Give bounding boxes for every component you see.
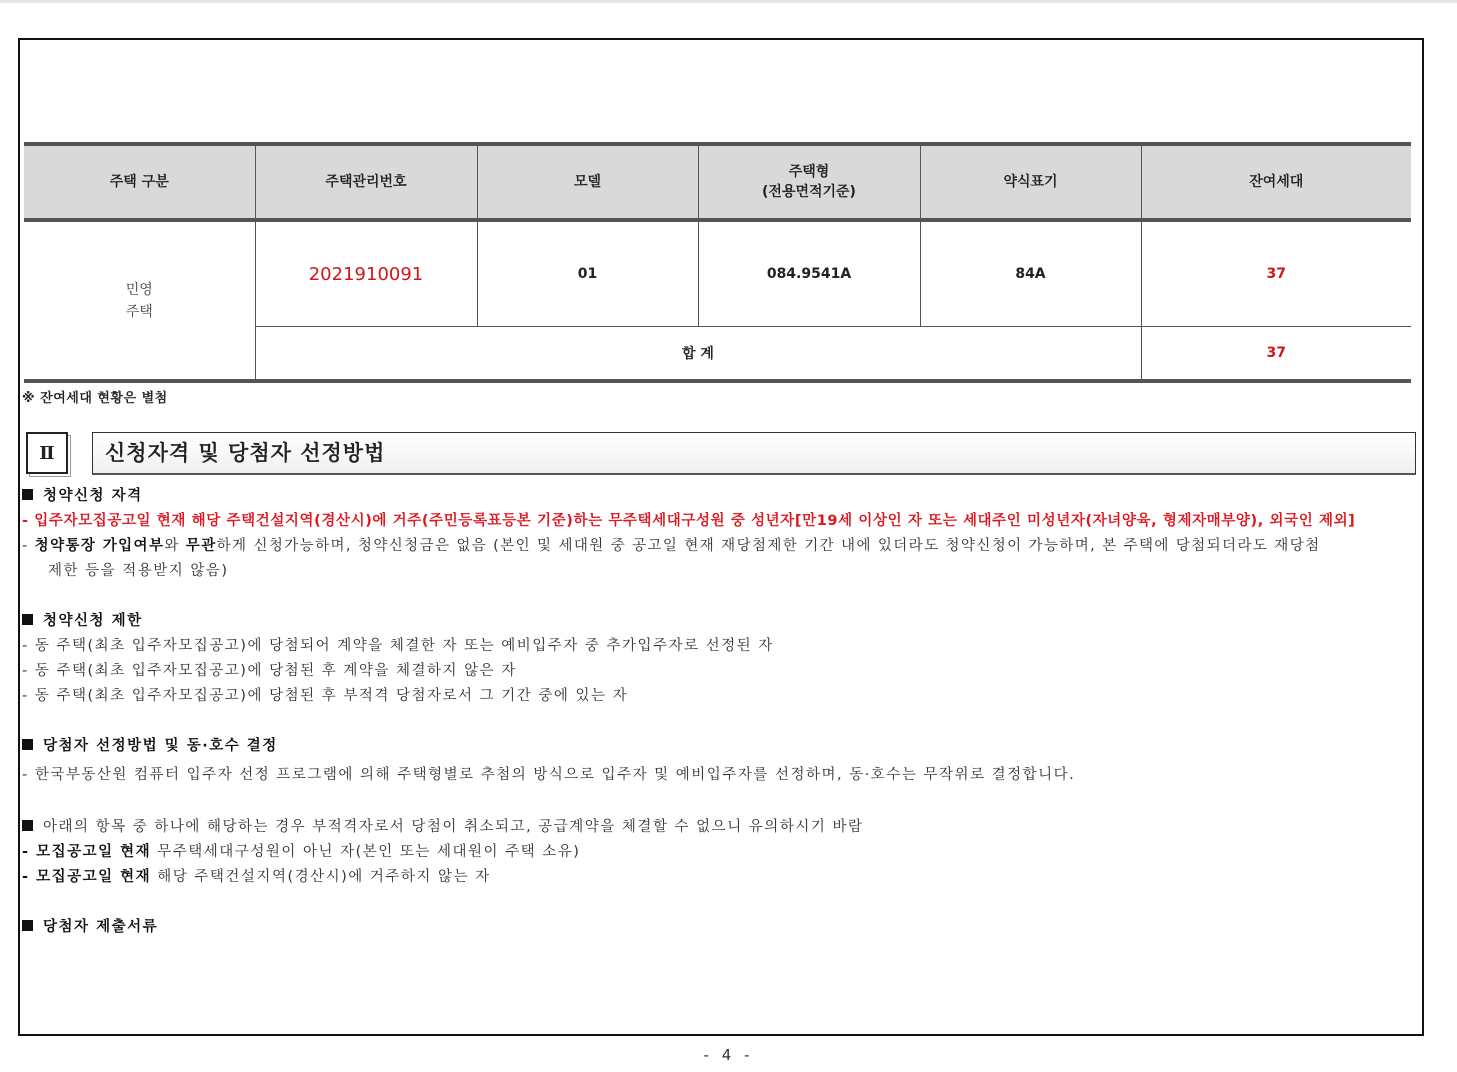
header-housing-type — [698, 144, 920, 220]
square-bullet-icon — [22, 614, 33, 625]
spacer — [22, 709, 1417, 734]
restriction-item: - 동 주택(최초 입주자모집공고)에 당첨된 후 부적격 당첨자로서 그 기간 중에 있는 자 — [22, 688, 629, 704]
text: 와 — [164, 538, 186, 554]
category-line2: 주택 — [125, 303, 153, 320]
disqualification-item — [22, 865, 1417, 890]
cell-management-no — [255, 220, 477, 327]
documents-heading-text: 당첨자 제출서류 — [43, 919, 159, 935]
eligibility-item-1 — [22, 509, 1417, 534]
cell-category — [24, 220, 255, 381]
remaining-note: ※ 잔여세대 현황은 별첨 — [22, 391, 168, 406]
spacer — [22, 890, 1417, 915]
dash: - — [22, 513, 29, 529]
spacer — [22, 788, 1417, 813]
documents-heading — [22, 915, 1417, 940]
disqualification-heading-text: 아래의 항목 중 하나에 해당하는 경우 부적격자로서 당첨이 취소되고, 공급계약을 체결할 수 없으니 유의하시기 바람 — [43, 819, 864, 835]
bold-text: - 모집공고일 현재 — [22, 844, 152, 860]
disqualification-item-text: 해당 주택건설지역(경산시)에 거주하지 않는 자 — [151, 869, 491, 885]
table-header-row — [24, 144, 1411, 220]
header-management-no: 주택관리번호 — [255, 144, 477, 220]
table-row — [24, 220, 1411, 327]
square-bullet-icon — [22, 739, 33, 750]
cell-total-label: 합 계 — [255, 327, 1141, 382]
restriction-item: - 동 주택(최초 입주자모집공고)에 당첨된 후 계약을 체결하지 않은 자 — [22, 663, 517, 679]
eligibility-item-2-cont: 제한 등을 적용받지 않음) — [48, 563, 229, 579]
eligibility-item-2-text: 하게 신청가능하며, 청약신청금은 없음 (본인 및 세대원 중 공고일 현재 재당첨제한 기간 내에 있더라도 청약신청이 가능하며, 본 주택에 당첨되더라도 재당첨 — [216, 538, 1321, 554]
header-model: 모델 — [477, 144, 698, 220]
header-short-mark: 약식표기 — [920, 144, 1141, 220]
dash: - — [22, 538, 29, 554]
disqualification-heading — [22, 815, 1417, 840]
eligibility-heading-text: 청약신청 자격 — [43, 488, 143, 504]
disqualification-item-text: 무주택세대구성원이 아닌 자(본인 또는 세대원이 주택 소유) — [151, 844, 581, 860]
square-bullet-icon — [22, 920, 33, 931]
header-category: 주택 구분 — [24, 144, 255, 220]
eligibility-item-1-text: 입주자모집공고일 현재 해당 주택건설지역(경산시)에 거주(주민등록표등본 기준)하는 무주택세대구성원 중 성년자[만19세 이상인 자 또는 세대주인 미성년자(자녀양육, 형제자매부양), 외국인 제외] — [34, 513, 1356, 529]
disqualification-item — [22, 840, 1417, 865]
square-bullet-icon — [22, 820, 33, 831]
square-bullet-icon — [22, 489, 33, 500]
bold-text: - 모집공고일 현재 — [22, 869, 152, 885]
management-no: 2021910091 — [308, 263, 424, 285]
cell-housing-type: 084.9541A — [698, 220, 920, 327]
bold-text: 청약통장 가입여부 — [34, 538, 165, 554]
section-title: 신청자격 및 당첨자 선정방법 — [92, 432, 1416, 475]
section-content — [22, 484, 1417, 940]
header-housing-type-line2: (전용면적기준) — [762, 184, 856, 200]
selection-heading — [22, 734, 1417, 759]
supply-table — [24, 142, 1411, 383]
header-housing-type-line1: 주택형 — [788, 164, 830, 180]
header-remaining: 잔여세대 — [1141, 144, 1411, 220]
eligibility-heading — [22, 484, 1417, 509]
top-edge — [0, 0, 1457, 3]
cell-remaining: 37 — [1141, 220, 1411, 327]
category-line1: 민영 — [125, 281, 153, 298]
cell-total-value: 37 — [1141, 327, 1411, 382]
cell-model: 01 — [477, 220, 698, 327]
selection-item: - 한국부동산원 컴퓨터 입주자 선정 프로그램에 의해 주택형별로 추첨의 방식으로 입주자 및 예비입주자를 선정하며, 동·호수는 무작위로 결정합니다. — [22, 767, 1076, 783]
restriction-heading — [22, 609, 1417, 634]
restriction-item: - 동 주택(최초 입주자모집공고)에 당첨되어 계약을 체결한 자 또는 예비입주자 중 추가입주자로 선정된 자 — [22, 638, 774, 654]
page-number: - 4 - — [703, 1046, 754, 1064]
eligibility-item-2 — [22, 534, 1417, 559]
bold-text: 무관 — [185, 538, 217, 554]
cell-short-mark: 84A — [920, 220, 1141, 327]
selection-heading-text: 당첨자 선정방법 및 동·호수 결정 — [43, 738, 278, 754]
section-number: Ⅱ — [26, 432, 68, 474]
spacer — [22, 584, 1417, 609]
restriction-heading-text: 청약신청 제한 — [43, 613, 143, 629]
